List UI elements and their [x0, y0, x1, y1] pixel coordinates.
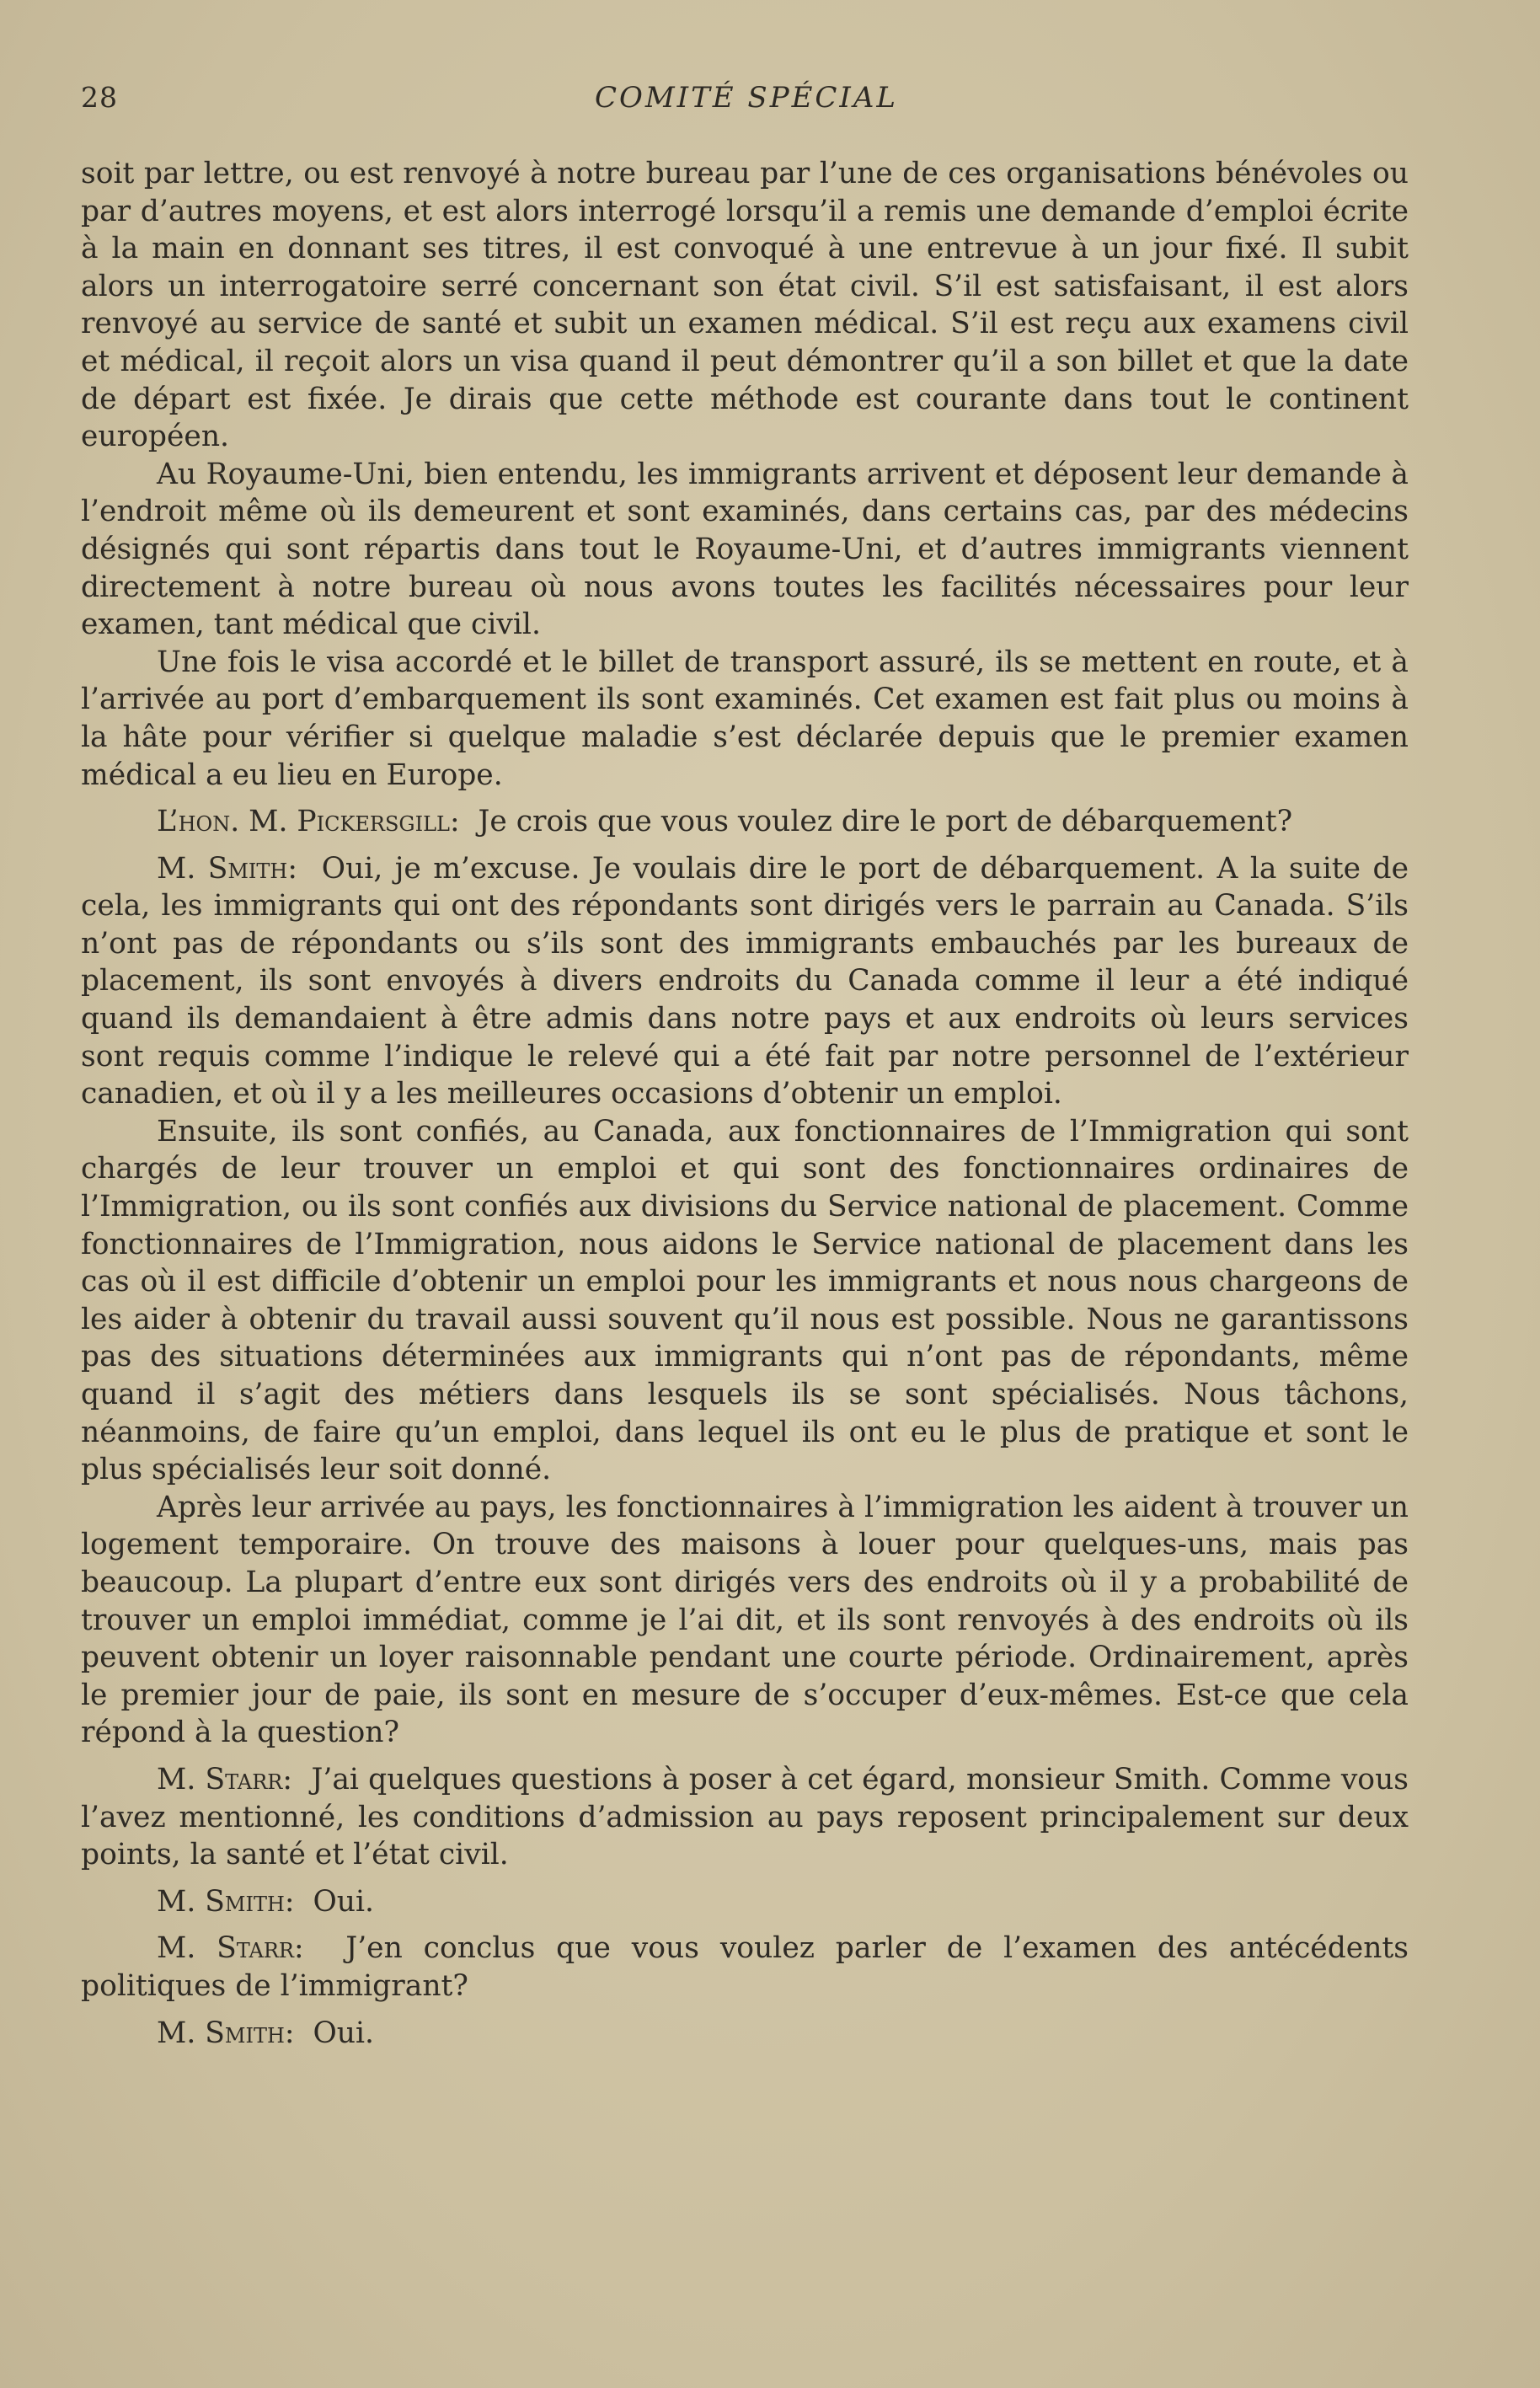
page-header: [81, 81, 1412, 121]
paragraph-text: Oui, je m’excuse. Je voulais dire le port de débarquement. A la suite de cela, les immigrants qui ont des répondants sont dirigés vers le parrain au Canada. S’ils n’ont pas de répondants ou s’ils sont des immigrants embauchés par les bureaux de placement, ils sont envoyés à divers endroits du Canada comme il leur a été indiqué quand ils demandaient à être admis dans notre pays et aux endroits où leurs services sont requis comme l’indique le relevé qui a été fait par notre personnel de l’extérieur canadien, et où il y a les meilleures occasions d’obtenir un emploi.: [81, 851, 1409, 1111]
speaker-name: L’hon. M. Pickersgill:: [157, 805, 460, 839]
paragraph-text: Oui.: [313, 2016, 374, 2050]
page-number: 28: [81, 81, 118, 114]
paragraph-text: Après leur arrivée au pays, les fonctionnaires à l’immigration les aident à trouver un logement temporaire. On trouve des maisons à louer pour quelques-uns, mais pas beaucoup. La plupart d’entre eux sont dirigés vers des endroits où il y a probabilité de trouver un emploi immédiat, comme je l’ai dit, et ils sont renvoyés à des endroits où ils peuvent obtenir un loyer raisonnable pendant une courte période. Ordinairement, après le premier jour de paie, ils sont en mesure de s’occuper d’eux-mêmes. Est-ce que cela répond à la question?: [81, 1490, 1409, 1750]
paragraph-2: [81, 456, 1409, 644]
running-title: COMITÉ SPÉCIAL: [594, 81, 898, 115]
paragraph-text: Je crois que vous voulez dire le port de débarquement?: [478, 805, 1293, 839]
paragraph-text: soit par lettre, ou est renvoyé à notre bureau par l’une de ces organisations bénévoles ou par d’autres moyens, et est alors interrogé lorsqu’il a remis une demande d’emploi écrite à la main en donnant ses titres, il est convoqué à une entrevue à un jour fixé. Il subit alors un interrogatoire serré concernant son état civil. S’il est satisfaisant, il est alors renvoyé au service de santé et subit un examen médical. S’il est reçu aux examens civil et médical, il reçoit alors un visa quand il peut démontrer qu’il a son billet et que la date de départ est fixée. Je dirais que cette méthode est courante dans tout le continent européen.: [81, 157, 1409, 454]
paragraph-7: [81, 1489, 1409, 1752]
paragraph-3: [81, 644, 1409, 794]
paragraph-text: Ensuite, ils sont confiés, au Canada, aux fonctionnaires de l’Immigration qui sont chargés de leur trouver un emploi et qui sont des fonctionnaires ordinaires de l’Immigration, ou ils sont confiés aux divisions du Service national de placement. Comme fonctionnaires de l’Immigration, nous aidons le Service national de placement dans les cas où il est difficile d’obtenir un emploi pour les immigrants et nous nous chargeons de les aider à obtenir du travail aussi souvent qu’il nous est possible. Nous ne garantissons pas des situations déterminées aux immigrants qui n’ont pas de répondants, même quand il s’agit des métiers dans lesquels ils se sont spécialisés. Nous tâchons, néanmoins, de faire qu’un emploi, dans lequel ils ont eu le plus de pratique et sont le plus spécialisés leur soit donné.: [81, 1114, 1409, 1487]
paragraph-9: [81, 1883, 1409, 1921]
speaker-name: M. Smith:: [157, 2016, 295, 2050]
speaker-name: M. Starr:: [157, 1762, 292, 1796]
paragraph-8: [81, 1761, 1409, 1874]
speaker-name: M. Starr:: [157, 1931, 304, 1966]
body-text: [81, 155, 1409, 2052]
paragraph-10: [81, 1930, 1409, 2005]
paragraph-5: [81, 850, 1409, 1113]
speaker-name: M. Smith:: [157, 1884, 295, 1919]
paragraph-1: [81, 155, 1409, 456]
paragraph-text: J’en conclus que vous voulez parler de l’examen des antécédents politiques de l’immigrant?: [81, 1931, 1409, 2003]
paragraph-text: Une fois le visa accordé et le billet de transport assuré, ils se mettent en route, et à l’arrivée au port d’embarquement ils sont examinés. Cet examen est fait plus ou moins à la hâte pour vérifier si quelque maladie s’est déclarée depuis que le premier examen médical a eu lieu en Europe.: [81, 645, 1409, 792]
paragraph-4: [81, 803, 1409, 841]
paragraph-6: [81, 1113, 1409, 1489]
paragraph-11: [81, 2015, 1409, 2053]
paragraph-text: J’ai quelques questions à poser à cet égard, monsieur Smith. Comme vous l’avez mentionné, les conditions d’admission au pays reposent principalement sur deux points, la santé et l’état civil.: [81, 1762, 1409, 1872]
speaker-name: M. Smith:: [157, 851, 297, 886]
paragraph-text: Au Royaume-Uni, bien entendu, les immigrants arrivent et déposent leur demande à l’endroit même où ils demeurent et sont examinés, dans certains cas, par des médecins désignés qui sont répartis dans tout le Royaume-Uni, et d’autres immigrants viennent directement à notre bureau où nous avons toutes les facilités nécessaires pour leur examen, tant médical que civil.: [81, 457, 1409, 642]
paragraph-text: Oui.: [313, 1884, 374, 1919]
